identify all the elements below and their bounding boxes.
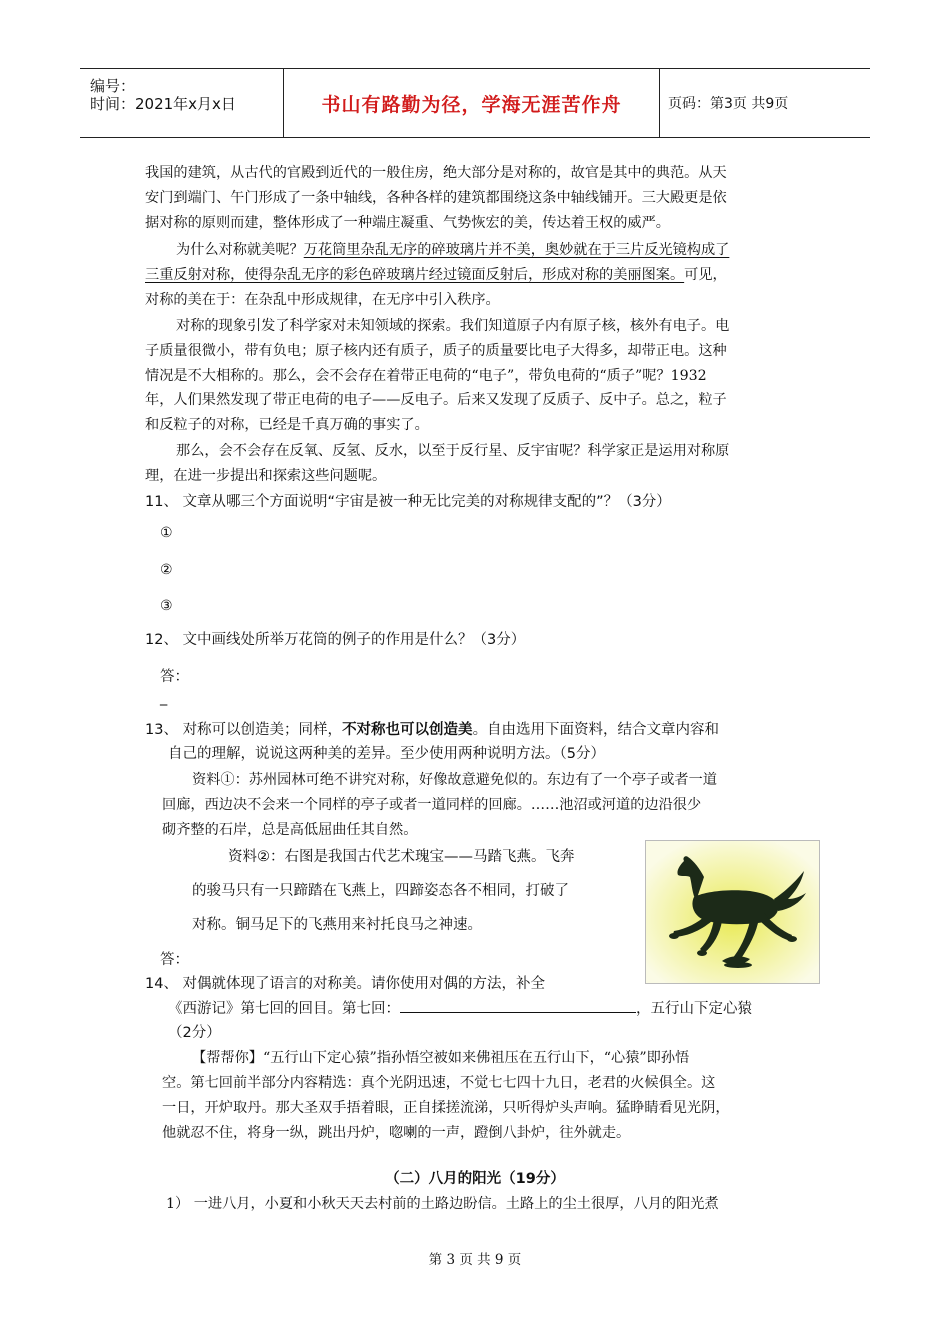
help-line2: 空。第七回前半部分内容精选：真个光阴迅速，不觉七七四十九日，老君的火候俱全。这 (162, 1075, 716, 1091)
q14-answer-blank[interactable] (400, 998, 636, 1013)
passage-p2-line3: 对称的美在于：在杂乱中形成规律，在无序中引入秩序。 (145, 292, 500, 308)
material-2-line2: 的骏马只有一只蹄踏在飞燕上，四蹄姿态各不相同，打破了 (192, 883, 569, 899)
q14-line2-a: 《西游记》第七回的回目。第七回： (168, 1001, 400, 1017)
q11-mark-2: ② (160, 562, 173, 578)
motto: 书山有路勤为径，学海无涯苦作舟 (321, 93, 622, 116)
document-header (80, 68, 870, 138)
header-left-cell (80, 69, 284, 137)
passage-p3-line3: 情况是不大相称的。那么，会不会存在着带正电荷的“电子”，带负电荷的“质子”呢？1932 (145, 368, 707, 384)
underlined-sentence-part1: 万花筒里杂乱无序的碎玻璃片并不美，奥妙就在于三片反光镜构成了 (303, 242, 730, 258)
question-14-line1: 14、 对偶就体现了语言的对称美。请你使用对偶的方法，补全 (145, 976, 546, 992)
page-code: 页码：第3页 共9页 (668, 96, 789, 112)
q13-text-a: 对称可以创造美；同样， (182, 722, 343, 738)
passage-p2-start: 为什么对称就美呢？ (176, 242, 304, 258)
q11-mark-1: ① (160, 525, 173, 541)
number-label: 编号： (90, 77, 136, 95)
q11-mark-3: ③ (160, 598, 173, 614)
q13-num: 13、 (145, 722, 183, 738)
passage-p3-line5: 和反粒子的对称，已经是千真万确的事实了。 (145, 417, 429, 433)
q13-text-bold: 不对称也可以创造美 (342, 722, 473, 738)
passage-p4-line1: 那么，会不会存在反氧、反氢、反水，以至于反行星、反宇宙呢？科学家正是运用对称原 (176, 443, 730, 459)
header-motto-cell (284, 69, 660, 137)
passage-p3-line2: 子质量很微小，带有负电；原子核内还有质子，质子的质量要比电子大得多，却带正电。这种 (145, 343, 727, 359)
passage-p2-line2 (145, 264, 727, 284)
passage-p2-line1 (176, 239, 729, 259)
question-13-line1 (145, 718, 719, 739)
q12-answer-label: 答： (160, 669, 189, 685)
help-line3: 一日，开炉取丹。那大圣双手捂着眼，正自揉搓流涕，只听得炉头声响。猛睁睛看见光阴， (162, 1100, 730, 1116)
q13-answer-label: 答： (160, 952, 189, 968)
q14-line2-b: ，五行山下定心猿 (636, 1001, 752, 1017)
material-1-line2: 回廊，西边决不会来一个同样的亭子或者一道同样的回廊。……池沼或河道的边沿很少 (162, 797, 702, 813)
passage-p4-line2: 理，在进一步提出和探索这些问题呢。 (145, 468, 387, 484)
question-13-line2: 自己的理解，说说这两种美的差异。至少使用两种说明方法。（5分） (168, 746, 605, 762)
help-line1: 【帮帮你】“五行山下定心猿”指孙悟空被如来佛祖压在五行山下，“心猿”即孙悟 (192, 1050, 690, 1066)
section-2-first-line: 1） 一进八月，小夏和小秋天天去村前的土路边盼信。土路上的尘土很厚，八月的阳光煮 (166, 1196, 719, 1212)
passage-p1-line1: 我国的建筑，从古代的官殿到近代的一般住房，绝大部分是对称的，故官是其中的典范。从天 (145, 165, 727, 181)
question-12: 12、 文中画线处所举万花筒的例子的作用是什么？（3分） (145, 632, 526, 648)
passage-p1-line2: 安门到端门、午门形成了一条中轴线，各种各样的建筑都围绕这条中轴线铺开。三大殿更是依 (145, 190, 727, 206)
page-footer: 第 3 页 共 9 页 (428, 1252, 522, 1268)
passage-p3-line4: 年，人们果然发现了带正电荷的电子——反电子。后来又发现了反质子、反中子。总之，粒子 (145, 392, 727, 408)
question-11: 11、 文章从哪三个方面说明“宇宙是被一种无比完美的对称规律支配的”？（3分） (145, 494, 671, 510)
material-1-line3: 砌齐整的石岸，总是高低屈曲任其自然。 (162, 822, 418, 838)
header-page-cell (660, 69, 870, 137)
material-1-line1: 资料①：苏州园林可绝不讲究对称，好像故意避免似的。东边有了一个亭子或者一道 (192, 772, 717, 788)
passage-p2-after: 可见， (684, 267, 727, 283)
section-2-title: （二）八月的阳光（19分） (385, 1171, 565, 1187)
q12-answer-dash: _ (160, 690, 168, 706)
passage-p3-line1: 对称的现象引发了科学家对未知领域的探索。我们知道原子内有原子核，核外有电子。电 (176, 318, 730, 334)
material-2-line3: 对称。铜马足下的飞燕用来衬托良马之神速。 (192, 917, 482, 933)
horse-illustration (646, 841, 819, 983)
date-line: 时间：2021年x月x日 (90, 95, 236, 113)
underlined-sentence-part2: 三重反射对称，使得杂乱无序的彩色碎玻璃片经过镜面反射后，形成对称的美丽图案。 (145, 267, 685, 283)
material-2-line1: 资料②：右图是我国古代艺术瑰宝——马踏飞燕。飞奔 (228, 849, 575, 865)
help-line4: 他就忍不住，将身一纵，跳出丹炉，唿喇的一声，蹬倒八卦炉，往外就走。 (162, 1125, 631, 1141)
q13-text-b: 。自由选用下面资料，结合文章内容和 (472, 722, 720, 738)
galloping-horse-image (645, 840, 820, 984)
passage-p1-line3: 据对称的原则而建，整体形成了一种端庄凝重、气势恢宏的美，传达着王权的威严。 (145, 215, 670, 231)
question-14-line2 (168, 997, 752, 1018)
question-14-line3: （2分） (168, 1025, 221, 1041)
